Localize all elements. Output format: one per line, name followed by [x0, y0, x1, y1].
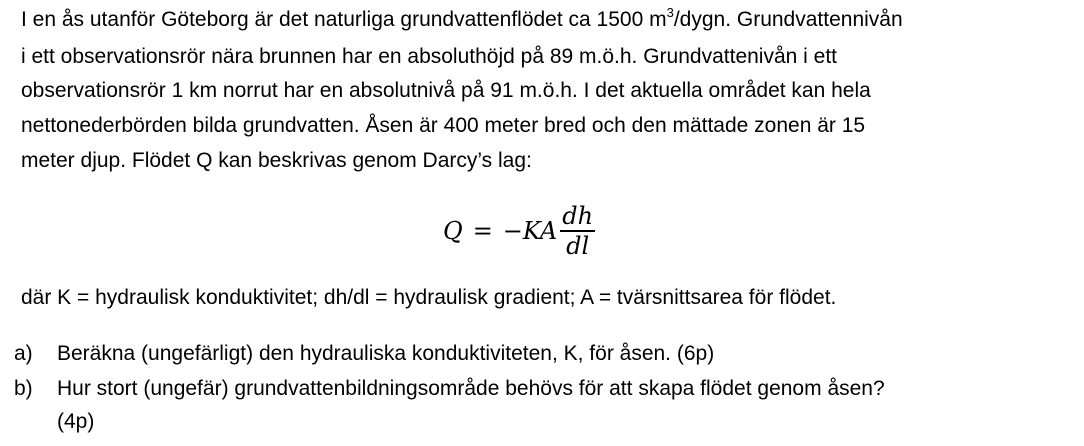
darcy-formula: [443, 196, 595, 266]
question-b-label: b): [14, 377, 33, 400]
formula-lhs: Q: [443, 217, 463, 245]
line-1-text-end: /dygn. Grundvattennivån: [673, 8, 903, 31]
definitions-text: där K = hydraulisk konduktivitet; dh/dl = hydraulisk gradient; A = tvärsnittsarea för flödet.: [21, 286, 837, 309]
paragraph-line-1: [21, 4, 903, 36]
line-1-text: I en ås utanför Göteborg är det naturliga grundvattenflödet ca 1500 m: [21, 8, 667, 31]
question-b-points: (4p): [57, 410, 95, 433]
formula-numerator: dh: [562, 202, 594, 230]
formula-denominator: dl: [566, 232, 590, 260]
question-a-text: Beräkna (ungefärligt) den hydrauliska konduktiviteten, K, för åsen. (6p): [57, 342, 715, 365]
formula-fraction: [560, 202, 595, 260]
paragraph-line-4: nettonederbörden bilda grundvatten. Åsen är 400 meter bred och den mättade zonen är 15: [21, 114, 866, 137]
formula-rhs: −KA: [502, 217, 558, 245]
question-a-label: a): [14, 342, 33, 365]
question-b-text: Hur stort (ungefär) grundvattenbildningsområde behövs för att skapa flödet genom åsen?: [57, 377, 885, 400]
paragraph-line-5: meter djup. Flödet Q kan beskrivas genom Darcy’s lag:: [21, 149, 532, 172]
formula-equals: =: [472, 217, 493, 245]
paragraph-line-2: i ett observationsrör nära brunnen har en absoluthöjd på 89 m.ö.h. Grundvattenivån i ett: [21, 45, 838, 68]
paragraph-line-3: observationsrör 1 km norrut har en absolutnivå på 91 m.ö.h. I det aktuella området kan hela: [21, 79, 871, 102]
superscript-exponent: 3: [666, 5, 674, 20]
